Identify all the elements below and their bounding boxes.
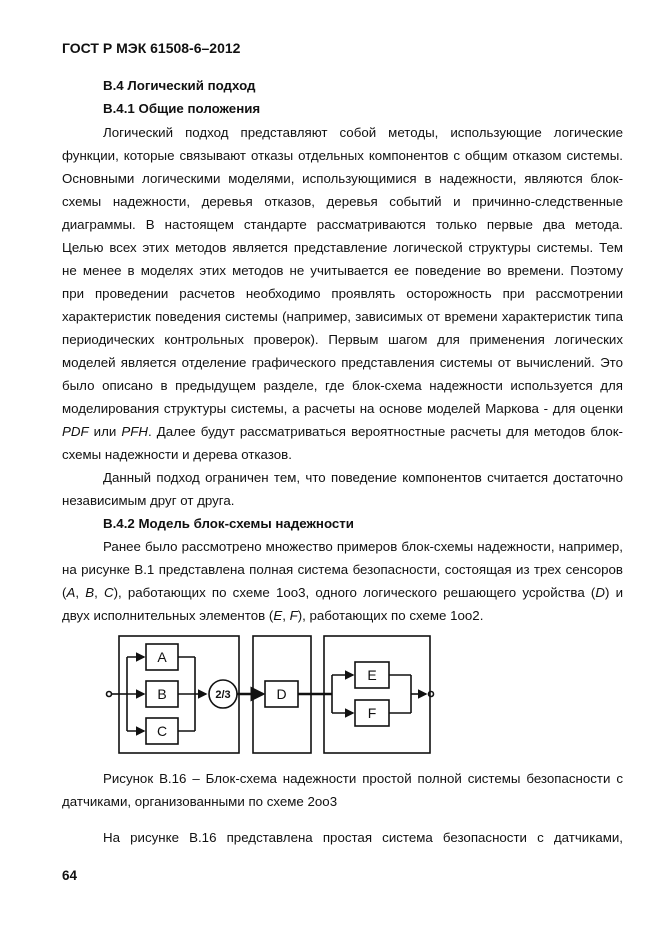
document-header: ГОСТ Р МЭК 61508-6–2012 [62,40,241,56]
block-e-label: E [367,667,377,683]
paragraph-line: было описано в предыдущем разделе, где блок-схема надежности используется для [62,378,623,393]
paragraph-line: диаграммы. В настоящем стандарте рассматриваются только первые два метода. [62,217,623,232]
paragraph-line: Основными логическими моделями, использующимися в надежности, являются блок- [62,171,623,186]
block-f-label: F [367,705,377,721]
output-node [429,692,434,697]
paragraph-line: схемы надежности, деревья отказов, деревья событий и причинно-следственные [62,194,623,209]
section-heading-b4: В.4 Логический подход [103,78,256,93]
block-a-label: A [157,649,167,665]
paragraph-line: моделирования структуры системы, а расчеты на основе моделей Маркова - для оценки [62,401,623,416]
section-heading-b42: В.4.2 Модель блок-схемы надежности [103,516,354,531]
paragraph-line: двух исполнительных элементов (E, F), работающих по схеме 1оо2. [62,608,484,623]
reliability-block-diagram [100,630,440,760]
section-heading-b41: В.4.1 Общие положения [103,101,261,116]
input-node [107,692,112,697]
paragraph-line: независимым друг от друга. [62,493,235,508]
block-b-label: B [157,686,167,702]
paragraph-line: Ранее было рассмотрено множество примеров блок-схемы надежности, например, [103,539,623,554]
paragraph-line: PDF или PFH. Далее будут рассматриваться вероятностные расчеты для методов блок- [62,424,623,439]
paragraph-line: (A, B, C), работающих по схеме 1оо3, одного логического решающего усройства (D) и [62,585,624,600]
paragraph-line: не менее в моделях этих методов не учитывается ее поведение во времени. Поэтому [62,263,623,278]
paragraph-line: моделей является отделение графического представления системы от вычислений. Это [62,355,623,370]
block-c-label: C [156,723,168,739]
paragraph-line: схемы надежности и дерева отказов. [62,447,292,462]
paragraph-line: периодических контрольных проверок). Первым шагом для применения логических [62,332,623,347]
voter-label: 2/3 [215,689,231,701]
paragraph-line: функции, которые связывают отказы отдельных компонентов с общим отказом системы. [62,148,623,163]
figure-caption-line: датчиками, организованными по схеме 2оо3 [62,794,338,809]
paragraph-line: на рисунке В.1 представлена полная система безопасности, состоящая из трех сенсоров [62,562,623,577]
block-d-label: D [276,686,287,702]
figure-caption-line: Рисунок В.16 – Блок-схема надежности простой полной системы безопасности с [103,771,623,786]
paragraph-line: Данный подход ограничен тем, что поведение компонентов считается достаточно [103,470,623,485]
paragraph-line: при проведении расчетов необходимо проявлять осторожность при рассмотрении [62,286,623,301]
paragraph-line: характеристик поведения системы (например, зависимых от времени характеристик типа [62,309,623,324]
page-number: 64 [62,868,78,883]
paragraph-line: На рисунке В.16 представлена простая система безопасности с датчиками, [103,830,623,845]
paragraph-line: Целью всех этих методов является представление логической структуры системы. Тем [62,240,623,255]
paragraph-line: Логический подход представляют собой методы, использующие логические [103,125,623,140]
